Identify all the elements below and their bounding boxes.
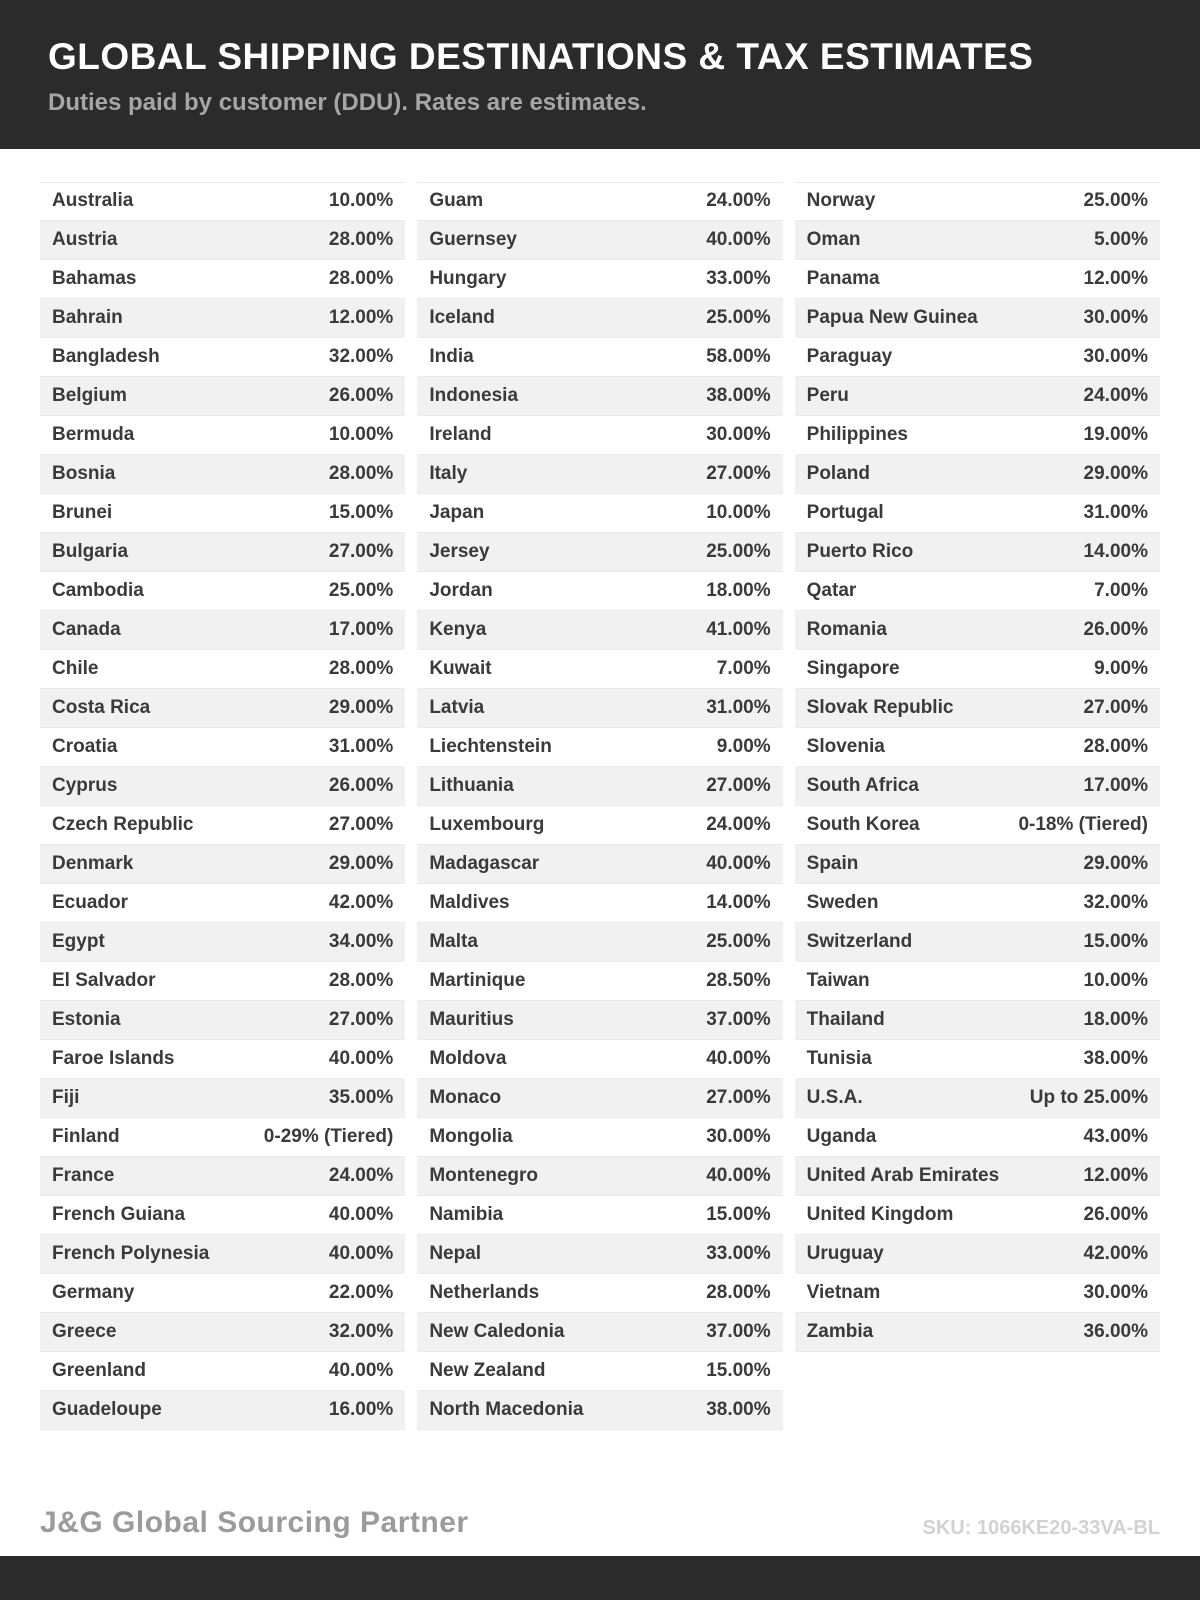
table-row (795, 1235, 1160, 1274)
country-label: Madagascar (429, 852, 540, 874)
country-label: Bulgaria (52, 540, 129, 562)
country-label: Mongolia (429, 1125, 513, 1147)
country-label: Paraguay (806, 345, 893, 367)
country-label: Italy (429, 462, 468, 484)
country-label: Belgium (52, 384, 127, 406)
country-label: Canada (52, 618, 121, 640)
table-row (417, 338, 782, 377)
table-row (417, 260, 782, 299)
country-label: Guadeloupe (52, 1398, 162, 1420)
rate-value: 42.00% (1083, 1242, 1148, 1264)
rate-value: 15.00% (1083, 930, 1148, 952)
table-row (40, 416, 405, 455)
country-label: Ireland (429, 423, 492, 445)
country-label: Panama (806, 267, 880, 289)
table-row (40, 962, 405, 1001)
rate-value: 28.00% (706, 1281, 771, 1303)
country-label: Faroe Islands (52, 1047, 175, 1069)
table-row (417, 728, 782, 767)
country-label: Cambodia (52, 579, 144, 601)
table-row (40, 1352, 405, 1391)
table-row (40, 728, 405, 767)
table-row (40, 767, 405, 806)
table-row (795, 182, 1160, 221)
rate-value: 16.00% (328, 1398, 394, 1420)
table-row (417, 1391, 782, 1430)
rate-value: 26.00% (328, 384, 394, 406)
table-row (795, 221, 1160, 260)
rate-value: 40.00% (706, 1164, 771, 1186)
table-row (40, 1313, 405, 1352)
table-row (795, 455, 1160, 494)
table-row (40, 1391, 405, 1430)
rate-value: 9.00% (716, 735, 771, 757)
rate-value: 29.00% (328, 852, 394, 874)
country-label: Norway (806, 190, 876, 212)
rate-value: 40.00% (328, 1047, 394, 1069)
rate-value: 28.00% (1083, 735, 1148, 757)
country-label: Jersey (429, 540, 490, 562)
table-row (417, 299, 782, 338)
table-row (40, 338, 405, 377)
table-row (795, 728, 1160, 767)
rate-value: 27.00% (706, 774, 771, 796)
country-label: Sweden (806, 891, 879, 913)
country-label: Brunei (52, 501, 113, 523)
country-label: Namibia (429, 1203, 504, 1225)
table-row (795, 377, 1160, 416)
rate-value: 0-29% (Tiered) (263, 1125, 394, 1147)
rate-value: 24.00% (706, 813, 771, 835)
rate-value: 19.00% (1083, 423, 1148, 445)
country-label: Indonesia (429, 384, 519, 406)
rate-value: 12.00% (1083, 267, 1148, 289)
table-row (417, 650, 782, 689)
table-row (795, 494, 1160, 533)
table-row (417, 1157, 782, 1196)
table-row (795, 299, 1160, 338)
rate-value: 28.00% (328, 228, 394, 250)
country-label: Slovak Republic (806, 696, 954, 718)
rate-value: 31.00% (706, 696, 771, 718)
table-row (795, 1001, 1160, 1040)
table-row (795, 1157, 1160, 1196)
rates-column-2 (417, 182, 782, 1430)
table-row (795, 923, 1160, 962)
rate-value: 7.00% (716, 657, 771, 679)
table-row (417, 611, 782, 650)
table-row (417, 1040, 782, 1079)
country-label: Australia (52, 190, 134, 212)
rate-value: 31.00% (1083, 501, 1148, 523)
table-row (795, 611, 1160, 650)
table-row (795, 1118, 1160, 1157)
table-row (40, 182, 405, 221)
country-label: Germany (52, 1281, 135, 1303)
table-row (795, 416, 1160, 455)
table-row (795, 1040, 1160, 1079)
country-label: Papua New Guinea (806, 306, 978, 328)
rates-column-3 (795, 182, 1160, 1352)
rate-value: 30.00% (706, 423, 771, 445)
country-label: Finland (52, 1125, 120, 1147)
country-label: Czech Republic (52, 813, 194, 835)
table-row (40, 845, 405, 884)
country-label: Tunisia (806, 1047, 872, 1069)
country-label: French Guiana (52, 1203, 186, 1225)
rate-value: 38.00% (706, 384, 771, 406)
country-label: Bahamas (52, 267, 137, 289)
rate-value: 17.00% (1083, 774, 1148, 796)
table-row (795, 884, 1160, 923)
rate-value: 12.00% (1083, 1164, 1148, 1186)
header (0, 0, 1200, 149)
rate-value: 26.00% (328, 774, 394, 796)
rate-value: 31.00% (328, 735, 394, 757)
rate-value: 17.00% (328, 618, 394, 640)
rate-value: 58.00% (706, 345, 771, 367)
country-label: Martinique (429, 969, 526, 991)
rate-value: 34.00% (328, 930, 394, 952)
rate-value: 15.00% (706, 1359, 771, 1381)
brand-text: J&G Global Sourcing Partner (40, 1506, 469, 1539)
country-label: Egypt (52, 930, 105, 952)
country-label: Chile (52, 657, 99, 679)
rate-value: 37.00% (706, 1320, 771, 1342)
country-label: Maldives (429, 891, 510, 913)
country-label: Greenland (52, 1359, 146, 1381)
rate-value: 28.50% (706, 969, 771, 991)
country-label: Costa Rica (52, 696, 151, 718)
country-label: Bahrain (52, 306, 123, 328)
country-label: Cyprus (52, 774, 118, 796)
rate-value: 9.00% (1094, 657, 1148, 679)
rate-value: 24.00% (1083, 384, 1148, 406)
bottom-bar (0, 1556, 1200, 1600)
country-label: South Korea (806, 813, 920, 835)
table-row (795, 533, 1160, 572)
table-row (417, 1001, 782, 1040)
table-row (417, 377, 782, 416)
table-row (795, 689, 1160, 728)
rate-value: 7.00% (1094, 579, 1148, 601)
country-label: Greece (52, 1320, 117, 1342)
sku-text: SKU: 1066KE20-33VA-BL (922, 1517, 1160, 1539)
rates-table (0, 149, 1200, 1506)
country-label: Luxembourg (429, 813, 545, 835)
rate-value: 28.00% (328, 267, 394, 289)
country-label: Uganda (806, 1125, 877, 1147)
country-label: Taiwan (806, 969, 870, 991)
country-label: Qatar (806, 579, 857, 601)
rate-value: 40.00% (706, 852, 771, 874)
country-label: Monaco (429, 1086, 502, 1108)
country-label: Singapore (806, 657, 900, 679)
rate-value: 22.00% (328, 1281, 394, 1303)
rate-value: 25.00% (1083, 190, 1148, 212)
table-row (417, 884, 782, 923)
table-row (795, 260, 1160, 299)
table-row (40, 923, 405, 962)
country-label: Montenegro (429, 1164, 539, 1186)
table-row (40, 533, 405, 572)
rate-value: 26.00% (1083, 1203, 1148, 1225)
country-label: Vietnam (806, 1281, 881, 1303)
country-label: Puerto Rico (806, 540, 914, 562)
country-label: Croatia (52, 735, 118, 757)
rate-value: 41.00% (706, 618, 771, 640)
country-label: Bosnia (52, 462, 116, 484)
table-row (795, 1274, 1160, 1313)
country-label: Slovenia (806, 735, 885, 757)
country-label: Hungary (429, 267, 507, 289)
rate-value: 25.00% (328, 579, 394, 601)
rate-value: 18.00% (706, 579, 771, 601)
country-label: Liechtenstein (429, 735, 552, 757)
country-label: New Zealand (429, 1359, 546, 1381)
country-label: Zambia (806, 1320, 874, 1342)
footer (0, 1506, 1200, 1556)
country-label: Bangladesh (52, 345, 160, 367)
rate-value: Up to 25.00% (1029, 1086, 1148, 1108)
table-row (40, 806, 405, 845)
rate-value: 14.00% (706, 891, 771, 913)
table-row (40, 1040, 405, 1079)
country-label: Estonia (52, 1008, 121, 1030)
table-row (40, 572, 405, 611)
country-label: Philippines (806, 423, 909, 445)
table-row (795, 806, 1160, 845)
rate-value: 40.00% (706, 228, 771, 250)
country-label: Guernsey (429, 228, 517, 250)
country-label: Latvia (429, 696, 485, 718)
country-label: New Caledonia (429, 1320, 565, 1342)
table-row (417, 767, 782, 806)
rates-column-1 (40, 182, 405, 1430)
table-row (40, 689, 405, 728)
country-label: Netherlands (429, 1281, 540, 1303)
country-label: Lithuania (429, 774, 514, 796)
table-row (417, 533, 782, 572)
country-label: U.S.A. (806, 1086, 863, 1108)
rate-value: 15.00% (706, 1203, 771, 1225)
country-label: Portugal (806, 501, 884, 523)
rate-value: 33.00% (706, 1242, 771, 1264)
country-label: Oman (806, 228, 861, 250)
country-label: North Macedonia (429, 1398, 584, 1420)
table-row (40, 650, 405, 689)
rate-value: 30.00% (1083, 345, 1148, 367)
table-row (417, 1352, 782, 1391)
country-label: Jordan (429, 579, 493, 601)
table-row (417, 689, 782, 728)
rate-value: 10.00% (1083, 969, 1148, 991)
country-label: Nepal (429, 1242, 482, 1264)
country-label: Fiji (52, 1086, 80, 1108)
rate-value: 40.00% (328, 1242, 394, 1264)
rate-value: 43.00% (1083, 1125, 1148, 1147)
table-row (417, 572, 782, 611)
rate-value: 40.00% (328, 1359, 394, 1381)
rate-value: 32.00% (328, 345, 394, 367)
country-label: Spain (806, 852, 859, 874)
rate-value: 32.00% (328, 1320, 394, 1342)
table-row (795, 845, 1160, 884)
table-row (40, 1196, 405, 1235)
country-label: United Arab Emirates (806, 1164, 1000, 1186)
rate-value: 29.00% (1083, 462, 1148, 484)
table-row (795, 1079, 1160, 1118)
table-row (40, 299, 405, 338)
rate-value: 29.00% (1083, 852, 1148, 874)
country-label: Uruguay (806, 1242, 884, 1264)
table-row (417, 416, 782, 455)
table-row (795, 1313, 1160, 1352)
table-row (417, 806, 782, 845)
table-row (417, 1118, 782, 1157)
rate-value: 25.00% (706, 306, 771, 328)
table-row (40, 1001, 405, 1040)
rate-value: 15.00% (328, 501, 394, 523)
table-row (40, 1118, 405, 1157)
table-row (40, 1079, 405, 1118)
country-label: Switzerland (806, 930, 913, 952)
table-row (40, 377, 405, 416)
rate-value: 25.00% (706, 540, 771, 562)
country-label: Ecuador (52, 891, 129, 913)
country-label: El Salvador (52, 969, 156, 991)
table-row (417, 1196, 782, 1235)
rate-value: 18.00% (1083, 1008, 1148, 1030)
rate-value: 10.00% (328, 190, 394, 212)
table-row (795, 767, 1160, 806)
rate-value: 26.00% (1083, 618, 1148, 640)
country-label: Denmark (52, 852, 134, 874)
table-row (40, 494, 405, 533)
rate-value: 5.00% (1094, 228, 1148, 250)
table-row (795, 338, 1160, 377)
table-row (40, 221, 405, 260)
rate-value: 40.00% (328, 1203, 394, 1225)
rate-value: 38.00% (1083, 1047, 1148, 1069)
table-row (417, 182, 782, 221)
country-label: France (52, 1164, 115, 1186)
rate-value: 28.00% (328, 657, 394, 679)
rate-value: 10.00% (328, 423, 394, 445)
country-label: Kuwait (429, 657, 492, 679)
table-row (795, 1196, 1160, 1235)
table-row (417, 845, 782, 884)
rate-value: 36.00% (1083, 1320, 1148, 1342)
table-row (795, 962, 1160, 1001)
rate-value: 35.00% (328, 1086, 394, 1108)
country-label: Bermuda (52, 423, 135, 445)
table-row (40, 1274, 405, 1313)
rate-value: 32.00% (1083, 891, 1148, 913)
rate-value: 30.00% (706, 1125, 771, 1147)
rate-value: 40.00% (706, 1047, 771, 1069)
rate-value: 27.00% (328, 540, 394, 562)
country-label: Iceland (429, 306, 495, 328)
country-label: Moldova (429, 1047, 507, 1069)
page-title: GLOBAL SHIPPING DESTINATIONS & TAX ESTIMATES (48, 36, 1034, 77)
rate-value: 27.00% (328, 1008, 394, 1030)
country-label: Malta (429, 930, 478, 952)
table-row (417, 1235, 782, 1274)
table-row (40, 1235, 405, 1274)
rate-value: 0-18% (Tiered) (1018, 813, 1148, 835)
table-row (40, 1157, 405, 1196)
rate-value: 42.00% (328, 891, 394, 913)
country-label: Japan (429, 501, 485, 523)
rate-value: 10.00% (706, 501, 771, 523)
rate-value: 30.00% (1083, 1281, 1148, 1303)
table-row (40, 884, 405, 923)
country-label: Thailand (806, 1008, 885, 1030)
rate-value: 24.00% (328, 1164, 394, 1186)
rate-value: 28.00% (328, 462, 394, 484)
rate-value: 24.00% (706, 190, 771, 212)
rate-value: 27.00% (706, 462, 771, 484)
table-row (40, 455, 405, 494)
table-row (417, 494, 782, 533)
table-row (417, 455, 782, 494)
rate-value: 27.00% (706, 1086, 771, 1108)
table-row (40, 611, 405, 650)
rate-value: 29.00% (328, 696, 394, 718)
table-row (417, 962, 782, 1001)
page-subtitle: Duties paid by customer (DDU). Rates are estimates. (48, 88, 647, 116)
country-label: Guam (429, 190, 484, 212)
country-label: Romania (806, 618, 887, 640)
table-row (417, 221, 782, 260)
table-row (795, 650, 1160, 689)
rate-value: 27.00% (328, 813, 394, 835)
country-label: Peru (806, 384, 849, 406)
table-row (795, 572, 1160, 611)
country-label: French Polynesia (52, 1242, 210, 1264)
rate-value: 30.00% (1083, 306, 1148, 328)
rate-value: 12.00% (328, 306, 394, 328)
rate-value: 28.00% (328, 969, 394, 991)
country-label: South Africa (806, 774, 919, 796)
table-row (40, 260, 405, 299)
table-row (417, 1313, 782, 1352)
rate-value: 25.00% (706, 930, 771, 952)
country-label: Mauritius (429, 1008, 514, 1030)
rate-value: 37.00% (706, 1008, 771, 1030)
table-row (417, 923, 782, 962)
country-label: Poland (806, 462, 870, 484)
table-row (417, 1079, 782, 1118)
rate-value: 38.00% (706, 1398, 771, 1420)
country-label: Kenya (429, 618, 487, 640)
country-label: United Kingdom (806, 1203, 954, 1225)
country-label: India (429, 345, 474, 367)
table-row (417, 1274, 782, 1313)
country-label: Austria (52, 228, 118, 250)
rate-value: 27.00% (1083, 696, 1148, 718)
rate-value: 33.00% (706, 267, 771, 289)
rate-value: 14.00% (1083, 540, 1148, 562)
